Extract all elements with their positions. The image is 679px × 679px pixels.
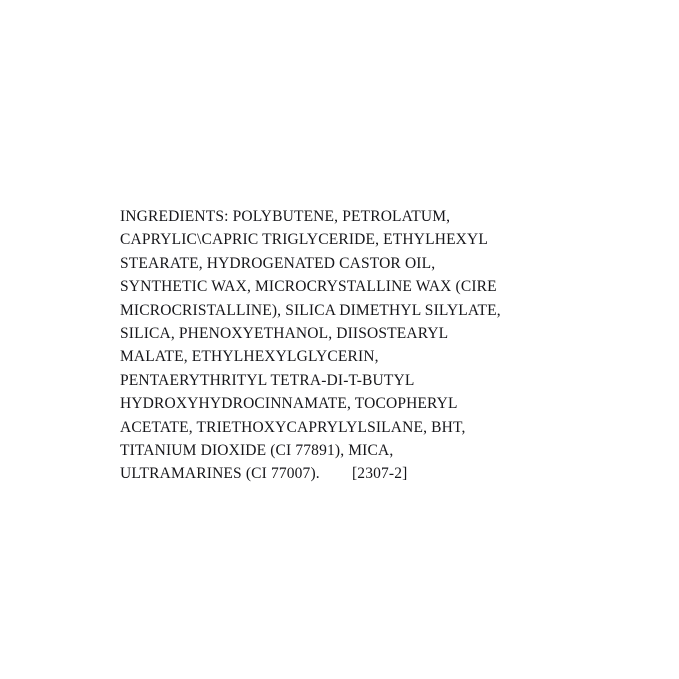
ingredients-line: SILICA, PHENOXYETHANOL, DIISOSTEARYL [120, 325, 449, 343]
ingredients-line: PENTAERYTHRITYL TETRA-DI-T-BUTYL [120, 371, 415, 389]
ingredients-line: SYNTHETIC WAX, MICROCRYSTALLINE WAX (CIRE [120, 278, 497, 296]
ingredients-line-with-batch-code: ULTRAMARINES (CI 77007). [2307-2] [120, 465, 408, 483]
ingredients-line: MALATE, ETHYLHEXYLGLYCERIN, [120, 348, 379, 366]
ingredients-line: ACETATE, TRIETHOXYCAPRYLYLSILANE, BHT, [120, 418, 466, 436]
ingredients-line: HYDROXYHYDROCINNAMATE, TOCOPHERYL [120, 395, 458, 413]
ingredients-line: CAPRYLIC\CAPRIC TRIGLYCERIDE, ETHYLHEXYL [120, 231, 488, 249]
ingredients-line: STEARATE, HYDROGENATED CASTOR OIL, [120, 254, 436, 272]
ingredients-line: TITANIUM DIOXIDE (CI 77891), MICA, [120, 442, 394, 460]
ingredients-line: MICROCRISTALLINE), SILICA DIMETHYL SILYLATE, [120, 301, 501, 319]
ingredients-text-block [120, 205, 580, 486]
ingredients-line: INGREDIENTS: POLYBUTENE, PETROLATUM, [120, 208, 451, 225]
